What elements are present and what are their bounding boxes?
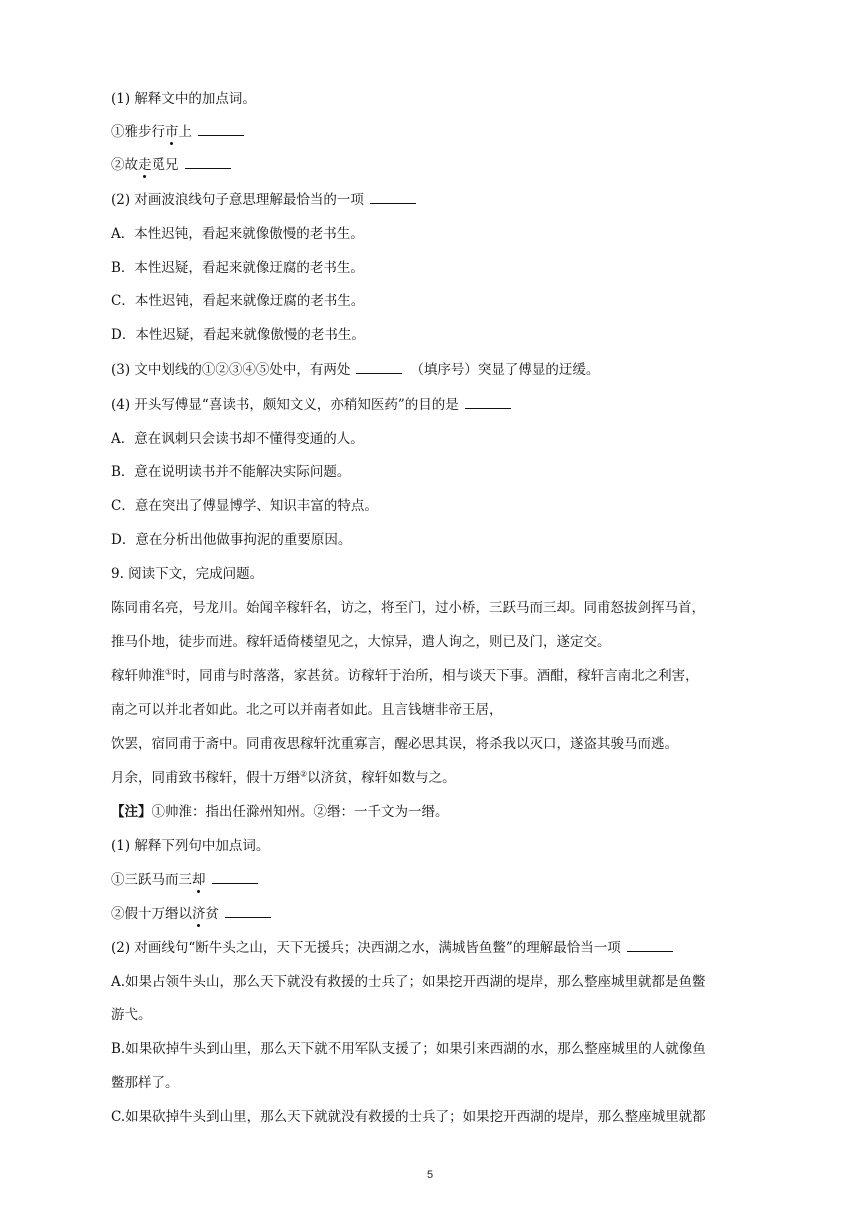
page-number: 5 bbox=[426, 1169, 434, 1181]
passage-line: 陈同甫名亮，号龙川。始闻辛稼轩名，访之，将至门，过小桥，三跃马而三却。同甫怒拔剑挥马首， bbox=[111, 600, 705, 616]
q9-part2-heading bbox=[111, 939, 751, 957]
q8-part1-item-a bbox=[111, 123, 751, 141]
q9-part2-option-a-cont: 游弋。 bbox=[111, 1007, 152, 1023]
q9-title: 9. 阅读下文，完成问题。 bbox=[111, 566, 264, 582]
q8-part4-option-d: D．意在分析出他做事拘泥的重要原因。 bbox=[111, 532, 352, 548]
q8-part2-heading-text: (2) 对画波浪线句子意思理解最恰当的一项 bbox=[111, 192, 364, 208]
answer-blank[interactable] bbox=[225, 905, 271, 918]
footnote-marker: ① bbox=[165, 667, 173, 677]
q9-part1-item-b-text: ②假十万缗以 bbox=[111, 906, 192, 922]
answer-blank[interactable] bbox=[198, 123, 244, 136]
answer-blank[interactable] bbox=[212, 871, 258, 884]
passage-line: 饮罢，宿同甫于斋中。同甫夜思稼轩沈重寡言，醒必思其误，将杀我以灭口，遂盗其骏马而逃。 bbox=[111, 736, 678, 752]
q9-part2-option-a: A.如果占领牛头山，那么天下就没有救援的士兵了；如果挖开西湖的堤岸，那么整座城里就都是鱼鳖 bbox=[111, 974, 706, 990]
answer-blank[interactable] bbox=[185, 156, 231, 169]
passage-line-rest: 以济贫，稼轩如数与之。 bbox=[307, 770, 456, 786]
q8-part3-question bbox=[111, 361, 751, 379]
q9-part1-item-b bbox=[111, 905, 751, 923]
q9-part1-heading: (1) 解释下列句中加点词。 bbox=[111, 838, 270, 854]
q9-part2-option-b: B.如果砍掉牛头到山里，那么天下就不用军队支援了；如果引来西湖的水，那么整座城里的人就像鱼 bbox=[111, 1041, 706, 1057]
q8-part1-item-a-text: ①雅步行 bbox=[111, 124, 165, 140]
passage-line-rest: 时，同甫与时落落，家甚贫。访稼轩于治所，相与谈天下事。酒酣，稼轩言南北之利害， bbox=[172, 668, 699, 684]
q8-part3-tail: （填序号）突显了傅显的迂缓。 bbox=[410, 362, 600, 378]
q9-part2-option-c: C.如果砍掉牛头到山里，那么天下就就没有救援的士兵了；如果挖开西湖的堤岸，那么整座城里就都 bbox=[111, 1109, 706, 1125]
q8-part2-option-d: D．本性迟疑，看起来就像傲慢的老书生。 bbox=[111, 327, 365, 343]
annotation-note bbox=[111, 803, 751, 821]
q8-part4-heading bbox=[111, 396, 751, 414]
dotted-character: 济 bbox=[192, 906, 206, 922]
q8-part2-option-c: C．本性迟钝，看起来就像迂腐的老书生。 bbox=[111, 293, 365, 309]
dotted-character: 走 bbox=[138, 157, 152, 173]
q8-part1-item-b-text: ②故 bbox=[111, 157, 138, 173]
dotted-character: 却 bbox=[192, 872, 206, 888]
footnote-marker: ② bbox=[300, 769, 308, 779]
answer-blank[interactable] bbox=[627, 939, 673, 952]
q8-part1-item-a-tail: 上 bbox=[178, 124, 192, 140]
answer-blank[interactable] bbox=[356, 361, 402, 374]
passage-line-head: 月余，同甫致书稼轩，假十万缗 bbox=[111, 770, 300, 786]
q8-part4-heading-text: (4) 开头写傅显“喜读书，颇知文义，亦稍知医药”的目的是 bbox=[111, 397, 459, 413]
q8-part4-option-c: C．意在突出了傅显博学、知识丰富的特点。 bbox=[111, 498, 378, 514]
passage-line: 南之可以并北者如此。北之可以并南者如此。且言钱塘非帝王居， bbox=[111, 702, 503, 718]
q8-part2-heading bbox=[111, 191, 751, 209]
passage-line-head: 稼轩帅淮 bbox=[111, 668, 165, 684]
q9-part2-option-b-cont: 鳖那样了。 bbox=[111, 1075, 179, 1091]
q8-part4-option-a: A．意在讽刺只会读书却不懂得变通的人。 bbox=[111, 431, 364, 447]
q8-part1-item-b bbox=[111, 156, 751, 174]
answer-blank[interactable] bbox=[465, 396, 511, 409]
q8-part1-heading: (1) 解释文中的加点词。 bbox=[111, 91, 256, 107]
q9-part2-heading-text: (2) 对画线句“断牛头之山，天下无援兵；决西湖之水，满城皆鱼鳖”的理解最恰当一项 bbox=[111, 940, 621, 956]
passage-line bbox=[111, 769, 751, 787]
dotted-character: 市 bbox=[165, 124, 179, 140]
q9-part1-item-a-text: ①三跃马而三 bbox=[111, 872, 192, 888]
q9-part1-item-b-tail: 贫 bbox=[205, 906, 219, 922]
q9-part1-item-a bbox=[111, 871, 751, 889]
passage-line: 推马仆地，徒步而进。稼轩适倚楼望见之，大惊异，遣人询之，则已及门，遂定交。 bbox=[111, 634, 611, 650]
passage-line bbox=[111, 667, 751, 685]
q8-part3-text: (3) 文中划线的①②③④⑤处中，有两处 bbox=[111, 362, 351, 378]
q8-part2-option-a: A．本性迟钝，看起来就像傲慢的老书生。 bbox=[111, 226, 364, 242]
answer-blank[interactable] bbox=[370, 191, 416, 204]
note-label: 【注】 bbox=[111, 804, 152, 820]
note-text: ①帅淮：指出任滁州知州。②缗：一千文为一缗。 bbox=[151, 804, 449, 820]
q8-part4-option-b: B．意在说明读书并不能解决实际问题。 bbox=[111, 464, 351, 480]
q8-part1-item-b-tail: 觅兄 bbox=[151, 157, 179, 173]
q8-part2-option-b: B．本性迟疑，看起来就像迂腐的老书生。 bbox=[111, 260, 364, 276]
